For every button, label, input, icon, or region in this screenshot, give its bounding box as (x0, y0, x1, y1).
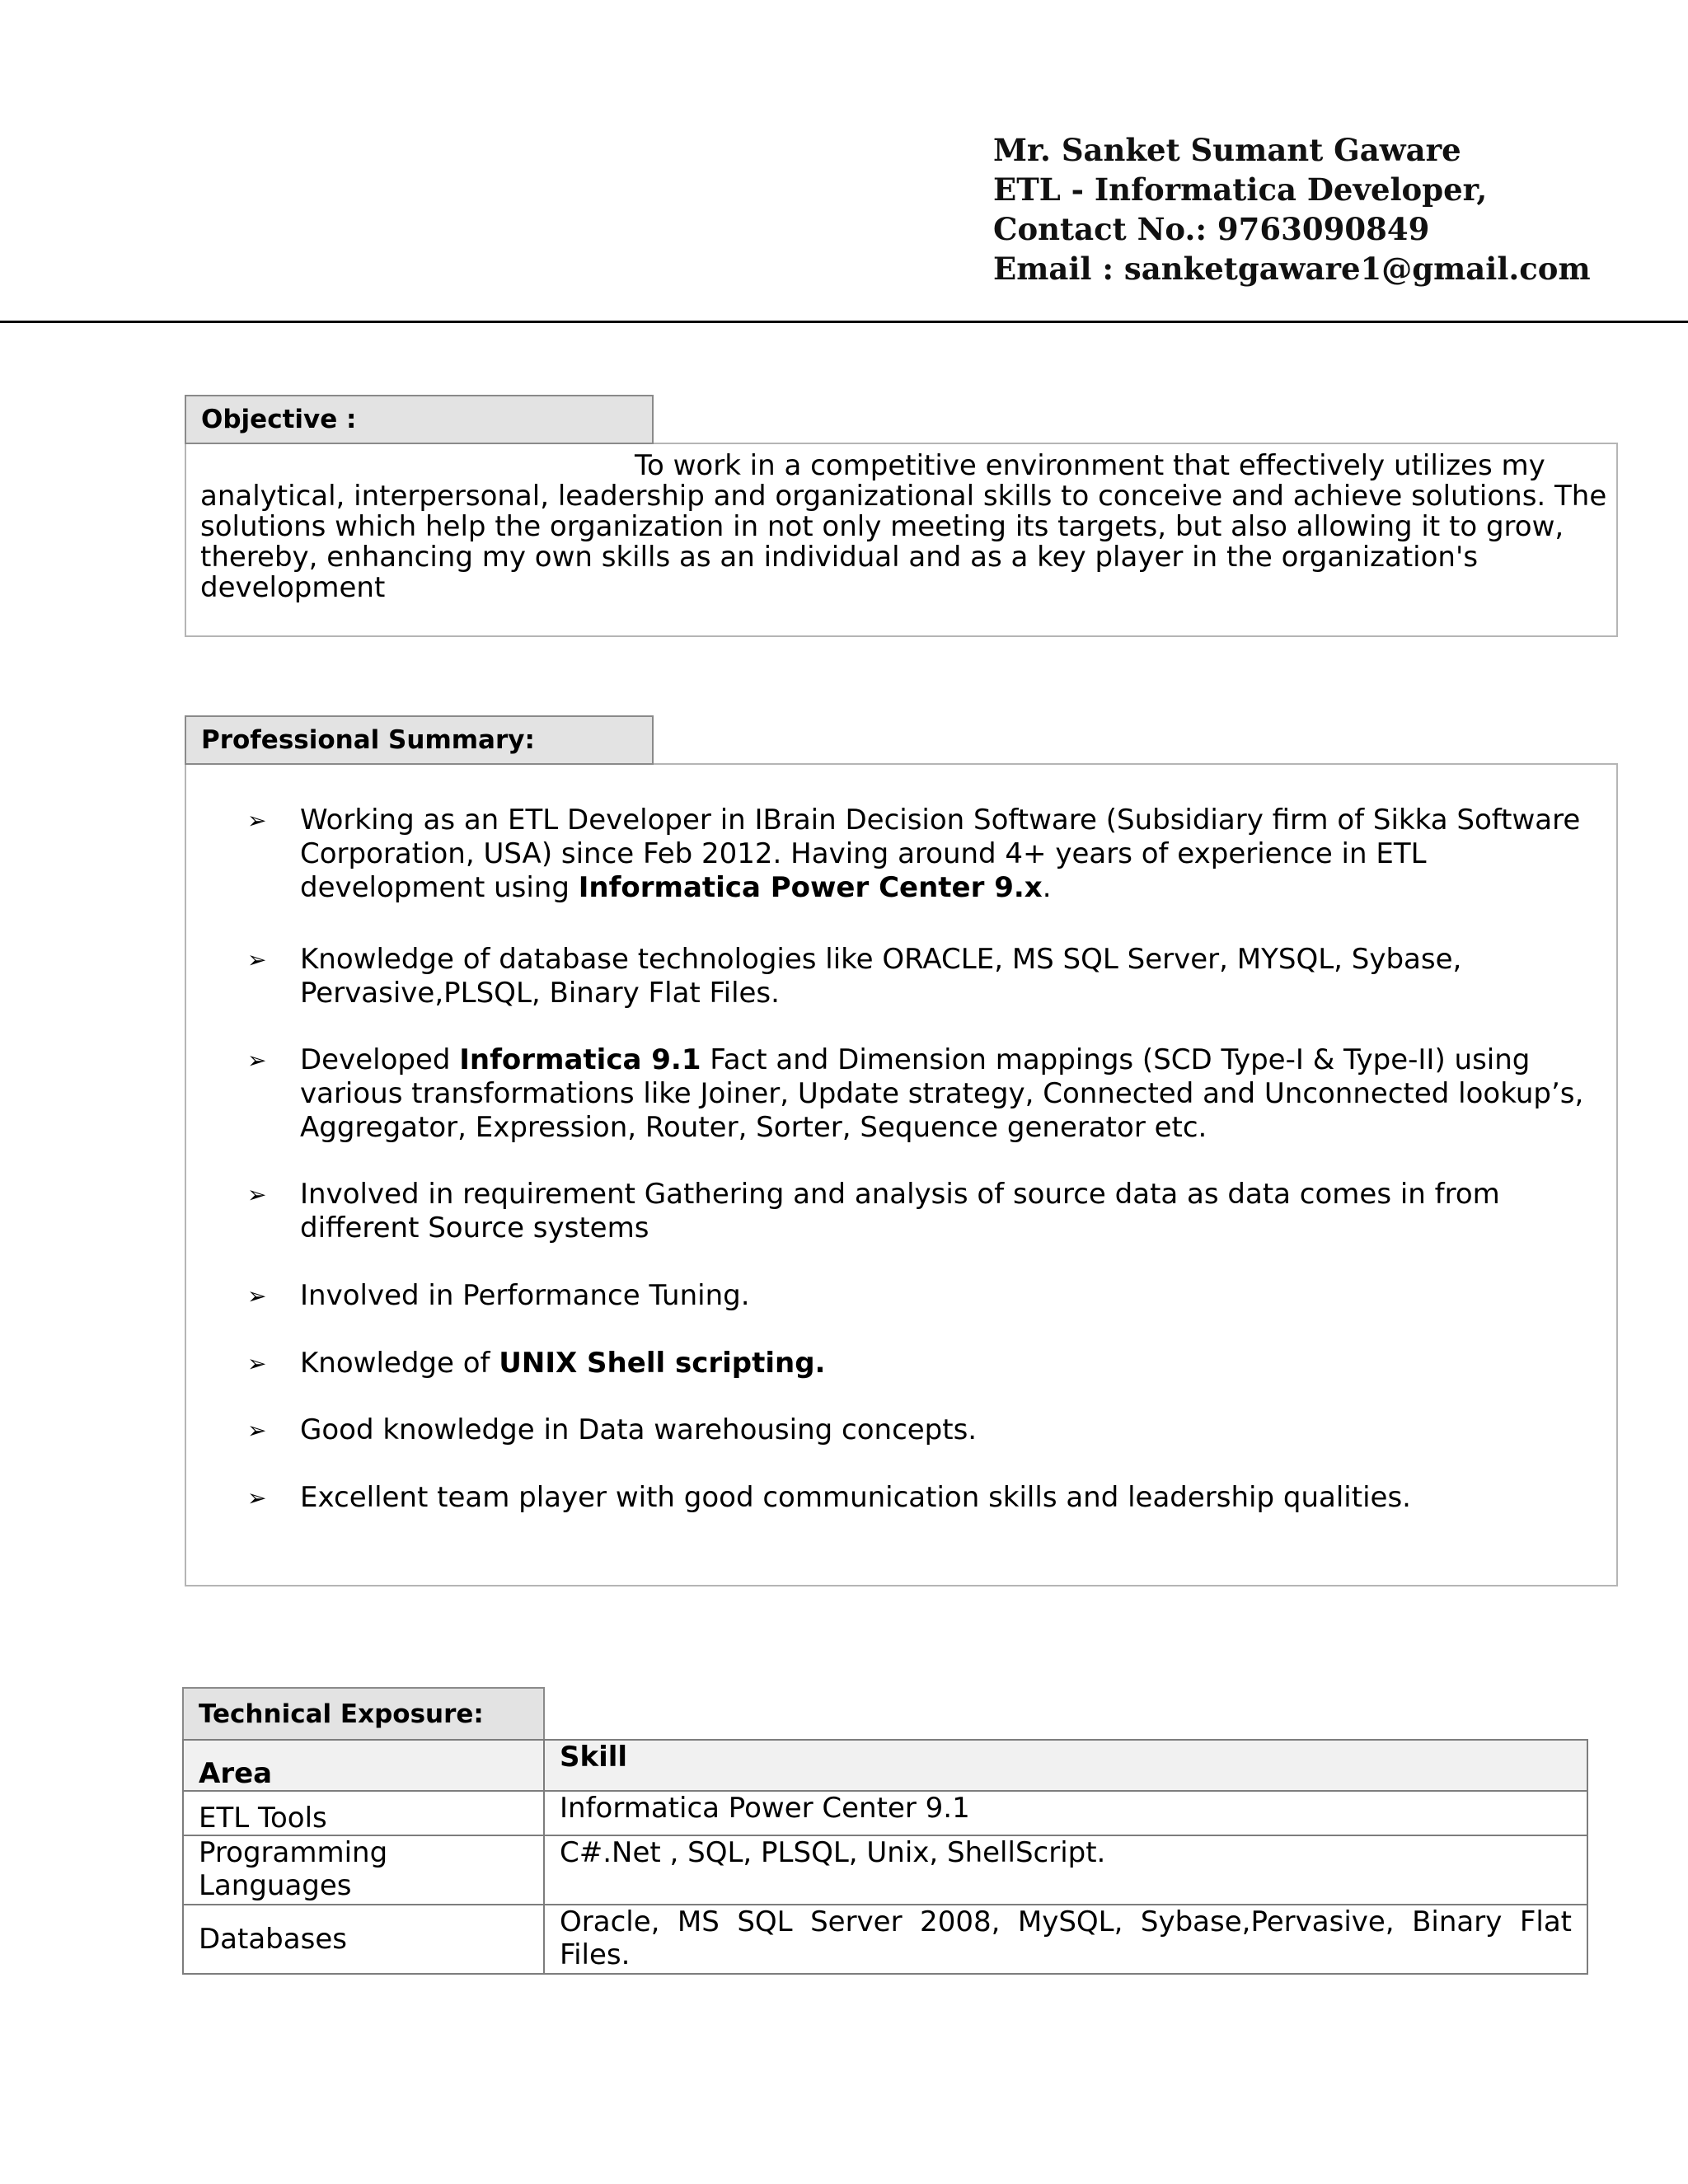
objective-label: Objective : (185, 395, 654, 444)
contact-number: Contact No.: 9763090849 (993, 211, 1430, 247)
candidate-name: Mr. Sanket Sumant Gaware (993, 132, 1461, 168)
arrow-bullet-icon: ➢ (247, 1417, 267, 1444)
summary-line: Good knowledge in Data warehousing concepts. (300, 1413, 978, 1446)
summary-line: development using Informatica Power Center 9.x. (300, 871, 1052, 904)
cell-area: Programming Languages (183, 1835, 544, 1905)
candidate-role: ETL - Informatica Developer, (993, 171, 1488, 208)
cell-area: Databases (183, 1905, 544, 1974)
objective-line: analytical, interpersonal, leadership and organizational skills to conceive and achieve solutions. The (200, 480, 1607, 513)
objective-line: thereby, enhancing my own skills as an individual and as a key player in the organization's (200, 541, 1479, 574)
summary-line: Aggregator, Expression, Router, Sorter, Sequence generator etc. (300, 1111, 1207, 1144)
summary-line: Excellent team player with good communication skills and leadership qualities. (300, 1481, 1411, 1514)
summary-line: Pervasive,PLSQL, Binary Flat Files. (300, 977, 780, 1010)
cell-skill: Oracle, MS SQL Server 2008, MySQL, Sybase,Pervasive, Binary Flat Files. (544, 1905, 1587, 1974)
summary-line: Developed Informatica 9.1 Fact and Dimension mappings (SCD Type-I & Type-II) using (300, 1043, 1531, 1076)
summary-line: Knowledge of UNIX Shell scripting. (300, 1347, 826, 1380)
cell-skill: C#.Net , SQL, PLSQL, Unix, ShellScript. (544, 1835, 1587, 1905)
summary-label: Professional Summary: (185, 715, 654, 765)
highlight-text: UNIX Shell scripting. (499, 1347, 826, 1380)
objective-text (200, 449, 1607, 604)
contact-email: Email : sanketgaware1@gmail.com (993, 251, 1591, 287)
summary-line: Involved in requirement Gathering and analysis of source data as data comes in from (300, 1178, 1500, 1211)
objective-line: development (200, 571, 386, 604)
arrow-bullet-icon: ➢ (247, 1047, 267, 1074)
table-row (183, 1835, 1587, 1905)
arrow-bullet-icon: ➢ (247, 807, 267, 834)
arrow-bullet-icon: ➢ (247, 1350, 267, 1377)
technical-table (182, 1739, 1588, 1975)
table-row (183, 1905, 1587, 1974)
arrow-bullet-icon: ➢ (247, 1484, 267, 1511)
table-header-row (183, 1740, 1587, 1791)
resume-header (993, 130, 1669, 288)
highlight-text: Informatica Power Center 9.x (578, 871, 1043, 904)
objective-line: solutions which help the organization in not only meeting its targets, but also allowing it to grow, (200, 510, 1564, 543)
arrow-bullet-icon: ➢ (247, 946, 267, 973)
objective-line: To work in a competitive environment that effectively utilizes my (635, 449, 1545, 482)
summary-line: different Source systems (300, 1212, 649, 1244)
summary-line: various transformations like Joiner, Update strategy, Connected and Unconnected lookup’s, (300, 1077, 1584, 1110)
highlight-text: Informatica 9.1 (459, 1043, 701, 1076)
summary-line: Knowledge of database technologies like ORACLE, MS SQL Server, MYSQL, Sybase, (300, 943, 1462, 976)
technical-label: Technical Exposure: (182, 1687, 545, 1741)
summary-line: Corporation, USA) since Feb 2012. Having around 4+ years of experience in ETL (300, 837, 1427, 870)
header-skill: Skill (544, 1740, 1587, 1791)
arrow-bullet-icon: ➢ (247, 1282, 267, 1310)
cell-skill: Informatica Power Center 9.1 (544, 1791, 1587, 1835)
header-area: Area (183, 1740, 544, 1791)
header-divider (0, 321, 1688, 323)
arrow-bullet-icon: ➢ (247, 1181, 267, 1208)
cell-area: ETL Tools (183, 1791, 544, 1835)
summary-line: Working as an ETL Developer in IBrain Decision Software (Subsidiary firm of Sikka Software (300, 804, 1581, 837)
table-row (183, 1791, 1587, 1835)
summary-line: Involved in Performance Tuning. (300, 1279, 750, 1312)
